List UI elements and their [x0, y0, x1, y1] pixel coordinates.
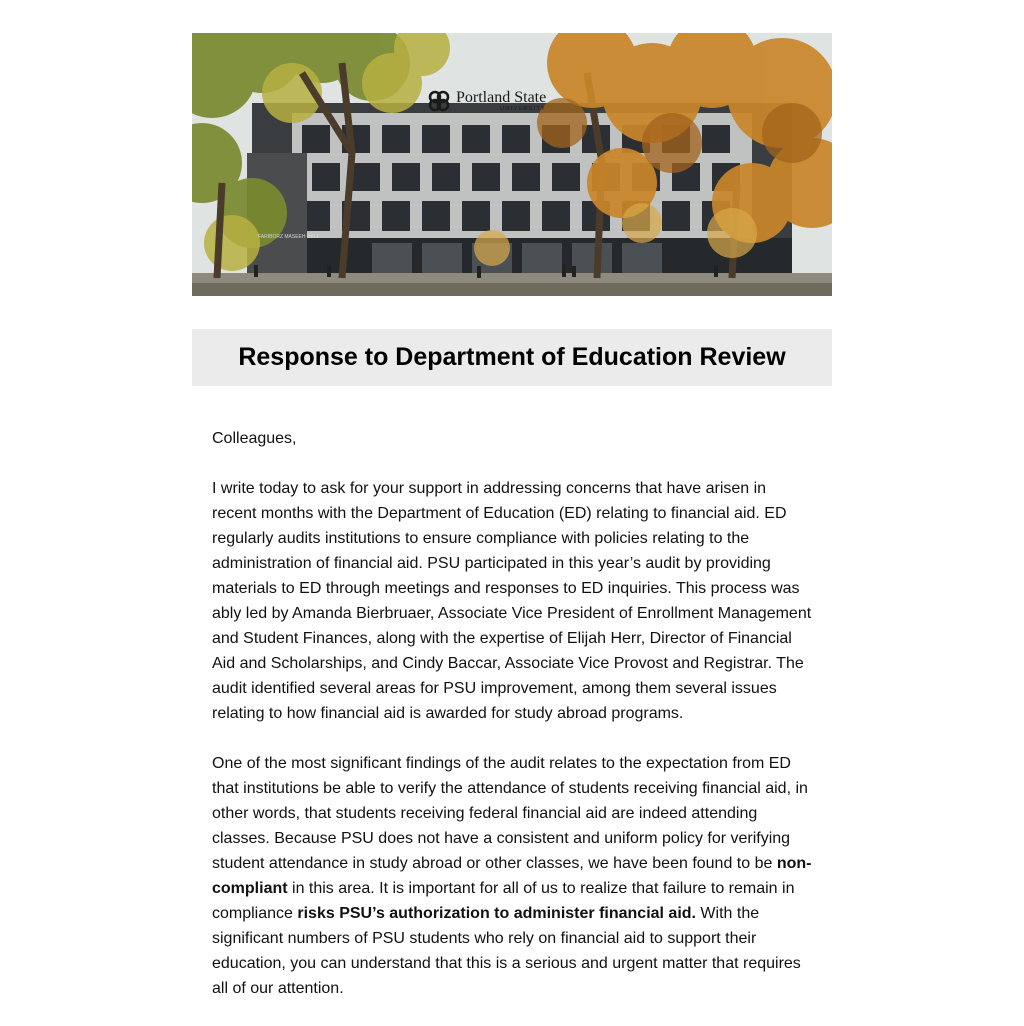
- header-photo: [192, 33, 832, 296]
- title-bar: [192, 329, 832, 386]
- paragraph-2-text-1: One of the most significant findings of the audit relates to the expectation from ED that institutions be able to verify the attendance of students receiving financial aid, in other words, that students receiving federal financial aid are indeed attending classes. Because PSU does not have a consistent and uniform policy for verifying student attendance in study abroad or other classes, we have been found to be: [212, 755, 808, 872]
- authorization-risk-emphasis: risks PSU’s authorization to administer financial aid.: [297, 905, 696, 922]
- psu-logo-icon: [426, 88, 452, 114]
- building-sign: FARIBORZ MASEEH HALL: [258, 234, 320, 240]
- paragraph-2-text-2: in this area. It is important for all of us to realize that failure to remain in compliance: [212, 880, 795, 922]
- letter-body: [212, 426, 812, 1026]
- university-logo: [426, 88, 546, 114]
- paragraph-2-text-3: With the significant numbers of PSU students who rely on financial aid to support their education, you can understand that this is a serious and urgent matter that requires all of our attention.: [212, 905, 801, 997]
- paragraph-2: [212, 751, 812, 1001]
- paragraph-1: I write today to ask for your support in addressing concerns that have arisen in recent months with the Department of Education (ED) relating to financial aid. ED regularly audits institutions to ensure compliance with policies relating to the administration of financial aid. PSU participated in this year’s audit by providing materials to ED through meetings and responses to ED inquiries. This process was ably led by Amanda Bierbruaer, Associate Vice President of Enrollment Management and Student Finances, along with the expertise of Elijah Herr, Director of Financial Aid and Scholarships, and Cindy Baccar, Associate Vice Provost and Registrar. The audit identified several areas for PSU improvement, among them several issues relating to how financial aid is awarded for study abroad programs.: [212, 480, 812, 722]
- non-compliant-emphasis: non-compliant: [212, 855, 812, 897]
- logo-subtitle: UNIVERSITY: [500, 106, 547, 112]
- greeting: Colleagues,: [212, 430, 297, 447]
- page-title: Response to Department of Education Review: [238, 343, 786, 371]
- logo-name: Portland State: [456, 89, 547, 106]
